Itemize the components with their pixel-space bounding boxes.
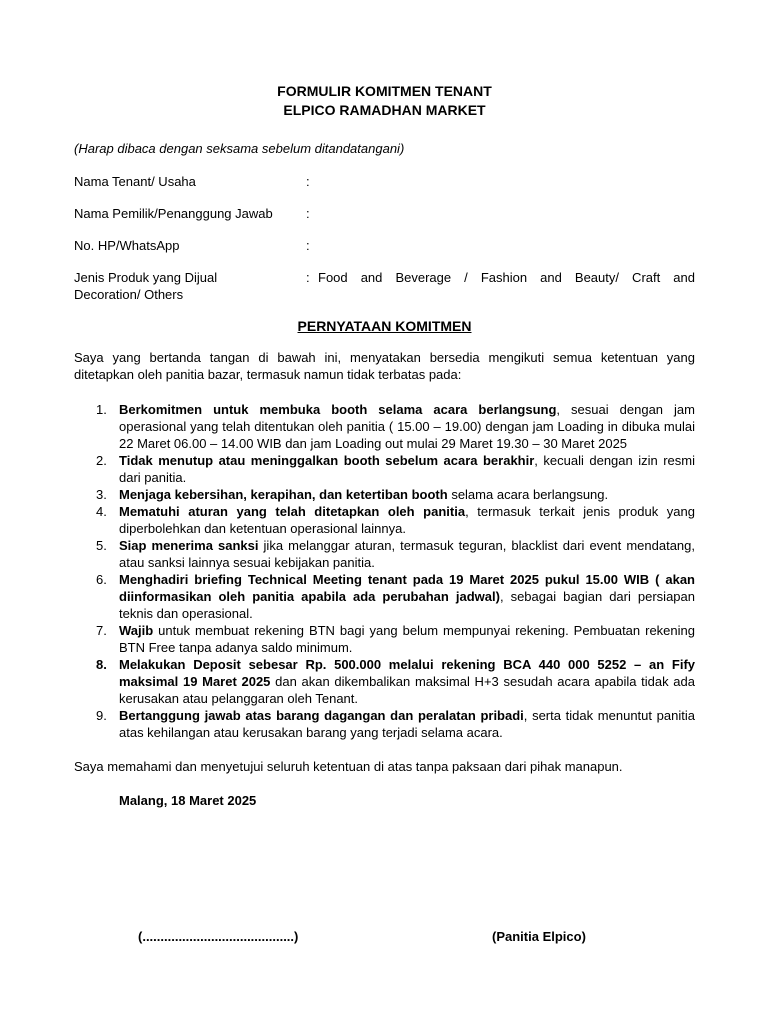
list-item (74, 503, 695, 537)
item-text: selama acara berlangsung. (447, 487, 609, 502)
field-label: Jenis Produk yang Dijual (74, 270, 218, 285)
document-title-line2: ELPICO RAMADHAN MARKET (283, 102, 486, 118)
field-label: Nama Tenant/ Usaha (74, 174, 196, 189)
field-colon: : (306, 206, 310, 221)
owner-name-value[interactable] (318, 205, 695, 222)
item-text: jika melanggar aturan, termasuk teguran, blacklist dari event mendatang, atau sanksi lainnya sesuai kebijakan panitia. (119, 538, 696, 570)
field-colon: : (306, 270, 310, 285)
field-colon: : (306, 238, 310, 253)
instruction-note: (Harap dibaca dengan seksama sebelum ditandatangani) (74, 141, 405, 156)
item-bold-text: Melakukan Deposit sebesar Rp. 500.000 melalui rekening BCA 440 000 5252 – an Fify maksimal 19 Maret 2025 (119, 657, 695, 689)
closing-statement: Saya memahami dan menyetujui seluruh ketentuan di atas tanpa paksaan dari pihak manapun. (74, 759, 623, 774)
field-colon: : (306, 174, 310, 189)
field-label: Nama Pemilik/Penanggung Jawab (74, 206, 273, 221)
item-bold-text: Menjaga kebersihan, kerapihan, dan ketertiban booth (119, 487, 448, 502)
field-owner-name (74, 205, 695, 222)
field-tenant-name (74, 173, 695, 190)
item-text: untuk membuat rekening BTN bagi yang belum mempunyai rekening. Pembuatan rekening BTN Free tanpa adanya saldo minimum. (119, 623, 695, 655)
item-bold-text: Menghadiri briefing Technical Meeting tenant pada 19 Maret 2025 pukul 15.00 WIB ( akan diinformasikan oleh panitia apabila ada perubahan jadwal) (119, 572, 695, 604)
committee-signature-label: (Panitia Elpico) (492, 929, 586, 944)
document-title-line1: FORMULIR KOMITMEN TENANT (277, 83, 492, 99)
intro-paragraph: Saya yang bertanda tangan di bawah ini, menyatakan bersedia mengikuti semua ketentuan yang ditetapkan oleh panitia bazar, termasuk namun tidak terbatas pada: (74, 350, 695, 382)
item-bold-text: Mematuhi aturan yang telah ditetapkan oleh panitia (119, 504, 466, 519)
tenant-signature-line: (..........................................) (138, 929, 299, 944)
phone-value[interactable] (318, 237, 695, 254)
item-bold-text: Bertanggung jawab atas barang dagangan dan peralatan pribadi (119, 708, 524, 723)
tenant-name-value[interactable] (318, 173, 695, 190)
item-number: 4. (96, 504, 107, 519)
item-bold-text: Wajib (119, 623, 154, 638)
item-number: 6. (96, 572, 107, 587)
item-text: , sesuai dengan jam operasional yang telah ditentukan oleh panitia ( 15.00 – 19.00) dengan jam Loading in dibuka mulai 22 Maret 06.00 – 14.00 WIB dan jam Loading out mulai 29 Maret 19.30 – 30 Maret 2025 (119, 402, 695, 451)
item-text: , kecuali dengan izin resmi dari panitia. (119, 453, 695, 485)
list-item (74, 537, 695, 571)
item-bold-text: Berkomitmen untuk membuka booth selama acara berlangsung (119, 402, 557, 417)
item-number: 5. (96, 538, 107, 553)
item-text: , sebagai bagian dari persiapan teknis dan operasional. (119, 589, 695, 621)
commitment-list (74, 401, 695, 741)
field-label: No. HP/WhatsApp (74, 238, 180, 253)
list-item (74, 707, 695, 741)
list-item (74, 401, 695, 452)
product-type-value-continued: Decoration/ Others (74, 287, 184, 302)
item-bold-text: Siap menerima sanksi (119, 538, 259, 553)
list-item (74, 452, 695, 486)
item-number: 1. (96, 402, 107, 417)
field-phone (74, 237, 695, 254)
item-number: 8. (96, 657, 107, 672)
field-product-type (74, 269, 695, 303)
item-bold-text: Tidak menutup atau meninggalkan booth sebelum acara berakhir (119, 453, 535, 468)
item-text: dan akan dikembalikan maksimal H+3 sesudah acara apabila tidak ada kerusakan atau pelanggaran oleh Tenant. (119, 674, 695, 706)
item-number: 3. (96, 487, 107, 502)
document-page (74, 82, 695, 809)
item-number: 7. (96, 623, 107, 638)
list-item (74, 622, 695, 656)
item-text: , serta tidak menuntut panitia atas kehilangan atau kerusakan barang yang terjadi selama acara. (119, 708, 695, 740)
list-item (74, 656, 695, 707)
list-item (74, 571, 695, 622)
product-type-value: Food and Beverage / Fashion and Beauty/ Craft and (318, 270, 695, 285)
section-title: PERNYATAAN KOMITMEN (297, 318, 472, 334)
item-text: , termasuk terkait jenis produk yang diperbolehkan dan ketentuan operasional lainnya. (119, 504, 695, 536)
item-number: 9. (96, 708, 107, 723)
item-number: 2. (96, 453, 107, 468)
list-item (74, 486, 695, 503)
place-date: Malang, 18 Maret 2025 (119, 793, 257, 808)
